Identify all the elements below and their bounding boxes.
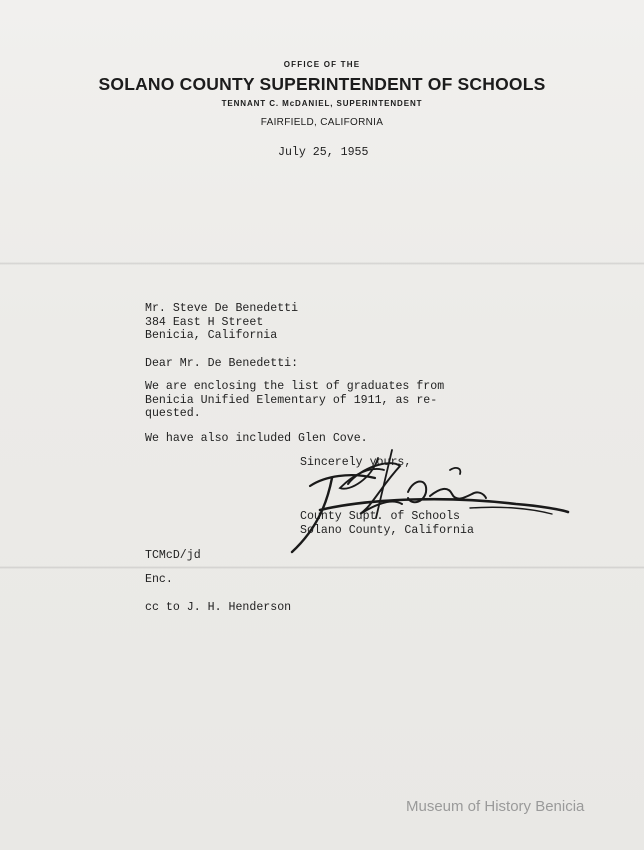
signature-title-line: Solano County, California [300, 523, 474, 537]
typist-initials: TCMcD/jd [145, 549, 201, 562]
letter-date: July 25, 1955 [278, 146, 369, 159]
body-line: Benicia Unified Elementary of 1911, as re- [145, 393, 438, 407]
letterhead-superintendent: TENNANT C. McDANIEL, SUPERINTENDENT [221, 99, 423, 108]
letterhead-office-of: OFFICE OF THE [283, 60, 361, 69]
body-line: We are enclosing the list of graduates from [145, 380, 445, 393]
paper-fold-line [0, 262, 644, 265]
salutation: Dear Mr. De Benedetti: [145, 357, 299, 370]
body-line: We have also included Glen Cove. [145, 432, 368, 445]
body-line: quested. [145, 407, 201, 420]
body-paragraph [145, 432, 368, 446]
handwritten-signature [280, 448, 570, 558]
enclosure-note: Enc. [145, 573, 173, 586]
museum-watermark: Museum of History Benicia [406, 798, 585, 815]
address-line: Mr. Steve De Benedetti [145, 302, 299, 315]
address-line: Benicia, California [145, 329, 278, 342]
closing: Sincerely yours, [300, 456, 412, 469]
paper-fold-line [0, 566, 644, 569]
cc-note: cc to J. H. Henderson [145, 601, 292, 614]
address-line: 384 East H Street [145, 315, 264, 329]
recipient-address [145, 302, 298, 343]
letterhead-title: SOLANO COUNTY SUPERINTENDENT OF SCHOOLS [98, 74, 546, 94]
signature-title-line: County Supt. of Schools [300, 510, 461, 523]
body-paragraph [145, 380, 444, 421]
letterhead-city: FAIRFIELD, CALIFORNIA [260, 117, 384, 128]
